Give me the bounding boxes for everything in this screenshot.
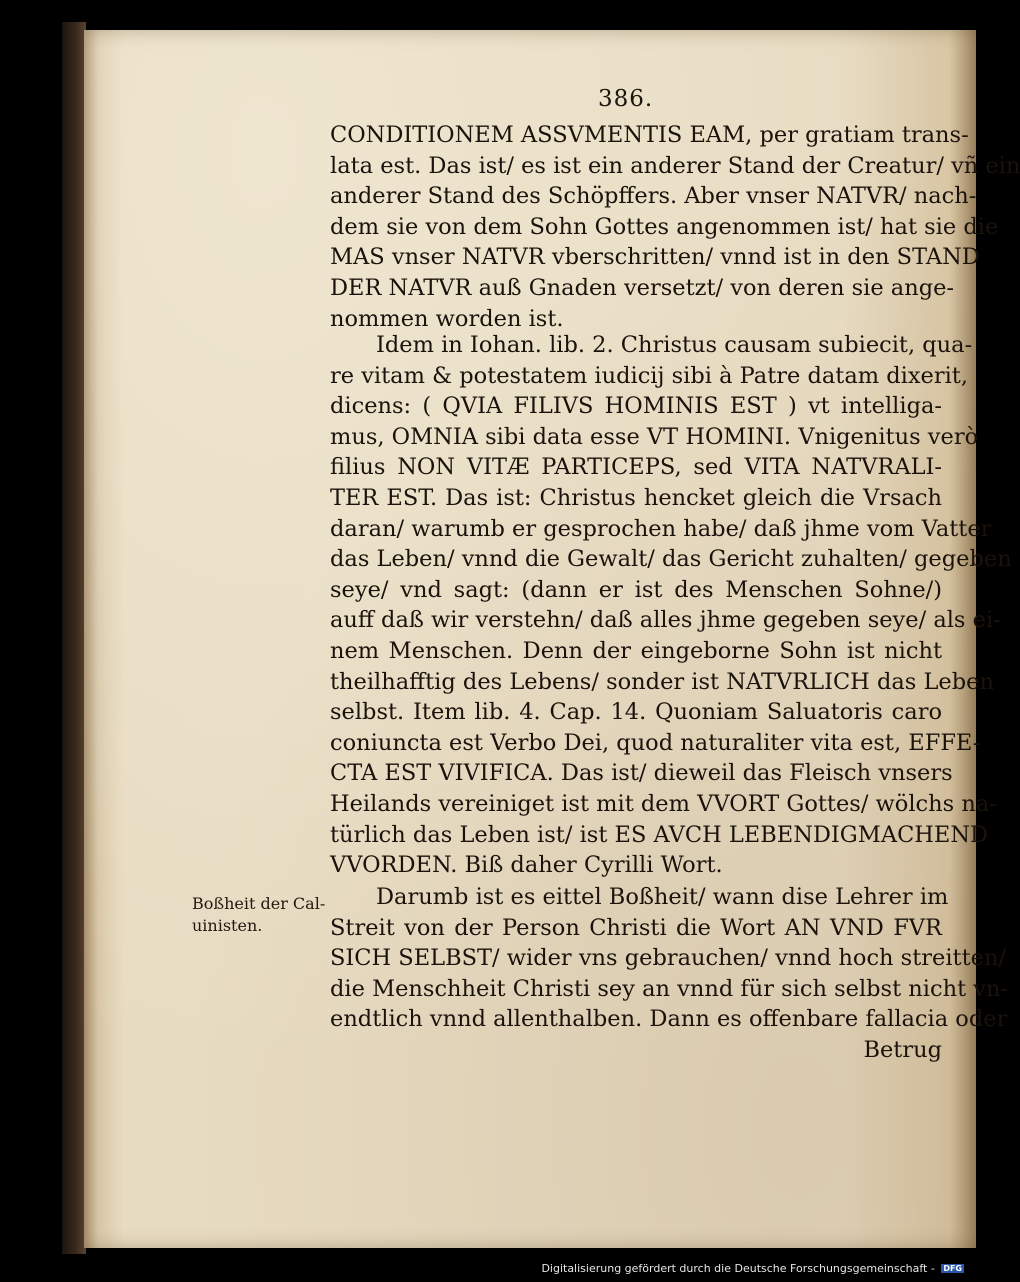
text-line: Darumb ist es eittel Boßheit/ wann dise Lehrer im: [376, 884, 949, 910]
text-line: MAS vnser NATVR vberschritten/ vnnd ist in den STAND: [330, 244, 980, 271]
text-line: coniuncta est Verbo Dei, quod naturaliter vita est, EFFE-: [330, 729, 981, 756]
text-line: filius NON VITÆ PARTICEPS, sed VITA NATVRALI-: [330, 454, 942, 481]
text-line: lata est. Das ist/ es ist ein anderer Stand der Creatur/ vñ ein: [330, 152, 1020, 179]
text-line: dem sie von dem Sohn Gottes angenommen ist/ hat sie die: [330, 213, 999, 240]
text-line: TER EST. Das ist: Christus hencket gleich die Vrsach: [330, 484, 942, 511]
margin-note-line: Boßheit der Cal-: [192, 894, 326, 913]
credit-text: Digitalisierung gefördert durch die Deutsche Forschungsgemeinschaft -: [541, 1262, 935, 1275]
text-line: DER NATVR auß Gnaden versetzt/ von deren sie ange-: [330, 274, 955, 301]
text-line: dicens: ( QVIA FILIVS HOMINIS EST ) vt intelliga-: [330, 393, 942, 420]
text-line: mus, OMNIA sibi data esse VT HOMINI. Vnigenitus verò: [330, 423, 979, 450]
catchword: Betrug: [863, 1036, 942, 1063]
text-line: auff daß wir verstehn/ daß alles jhme gegeben seye/ als ei-: [330, 607, 1001, 634]
text-line: türlich das Leben ist/ ist ES AVCH LEBENDIGMACHEND: [330, 821, 989, 848]
page-number: 386.: [598, 86, 654, 112]
text-line: endtlich vnnd allenthalben. Dann es offenbare fallacia oder: [330, 1006, 1008, 1033]
text-line: re vitam & potestatem iudicij sibi à Patre datam dixerit,: [330, 362, 968, 389]
margin-note-line: uinisten.: [192, 916, 263, 935]
margin-note: [192, 893, 326, 937]
text-line: Heilands vereiniget ist mit dem VVORT Gottes/ wölchs na-: [330, 790, 997, 817]
text-line: Streit von der Person Christi die Wort AN VND FVR: [330, 914, 942, 941]
paragraph-1: [330, 120, 1020, 334]
book-spine-edge: [62, 22, 86, 1254]
text-line: theilhafftig des Lebens/ sonder ist NATVRLICH das Leben: [330, 668, 994, 695]
text-line: nommen worden ist.: [330, 305, 564, 332]
text-line: das Leben/ vnnd die Gewalt/ das Gericht zuhalten/ gegeben: [330, 546, 1012, 573]
text-line: CONDITIONEM ASSVMENTIS EAM, per gratiam trans-: [330, 122, 969, 148]
dfg-logo-icon: DFG: [943, 1264, 962, 1273]
text-line: selbst. Item lib. 4. Cap. 14. Quoniam Saluatoris caro: [330, 699, 942, 726]
text-line: anderer Stand des Schöpffers. Aber vnser NATVR/ nach-: [330, 183, 977, 210]
text-line: SICH SELBST/ wider vns gebrauchen/ vnnd hoch streitten/: [330, 945, 1007, 972]
text-line: CTA EST VIVIFICA. Das ist/ dieweil das Fleisch vnsers: [330, 760, 953, 787]
paragraph-3: [330, 882, 1009, 1066]
text-line: VVORDEN. Biß daher Cyrilli Wort.: [330, 852, 723, 879]
text-line: nem Menschen. Denn der eingeborne Sohn ist nicht: [330, 637, 942, 664]
text-line: die Menschheit Christi sey an vnnd für sich selbst nicht vn-: [330, 975, 1009, 1002]
paragraph-2: [330, 330, 1012, 881]
text-line: daran/ warumb er gesprochen habe/ daß jhme vom Vatter: [330, 515, 992, 542]
text-line: seye/ vnd sagt: (dann er ist des Menschen Sohne/): [330, 576, 942, 603]
text-line: Idem in Iohan. lib. 2. Christus causam subiecit, qua-: [376, 332, 973, 358]
digitization-credit: [541, 1262, 964, 1275]
